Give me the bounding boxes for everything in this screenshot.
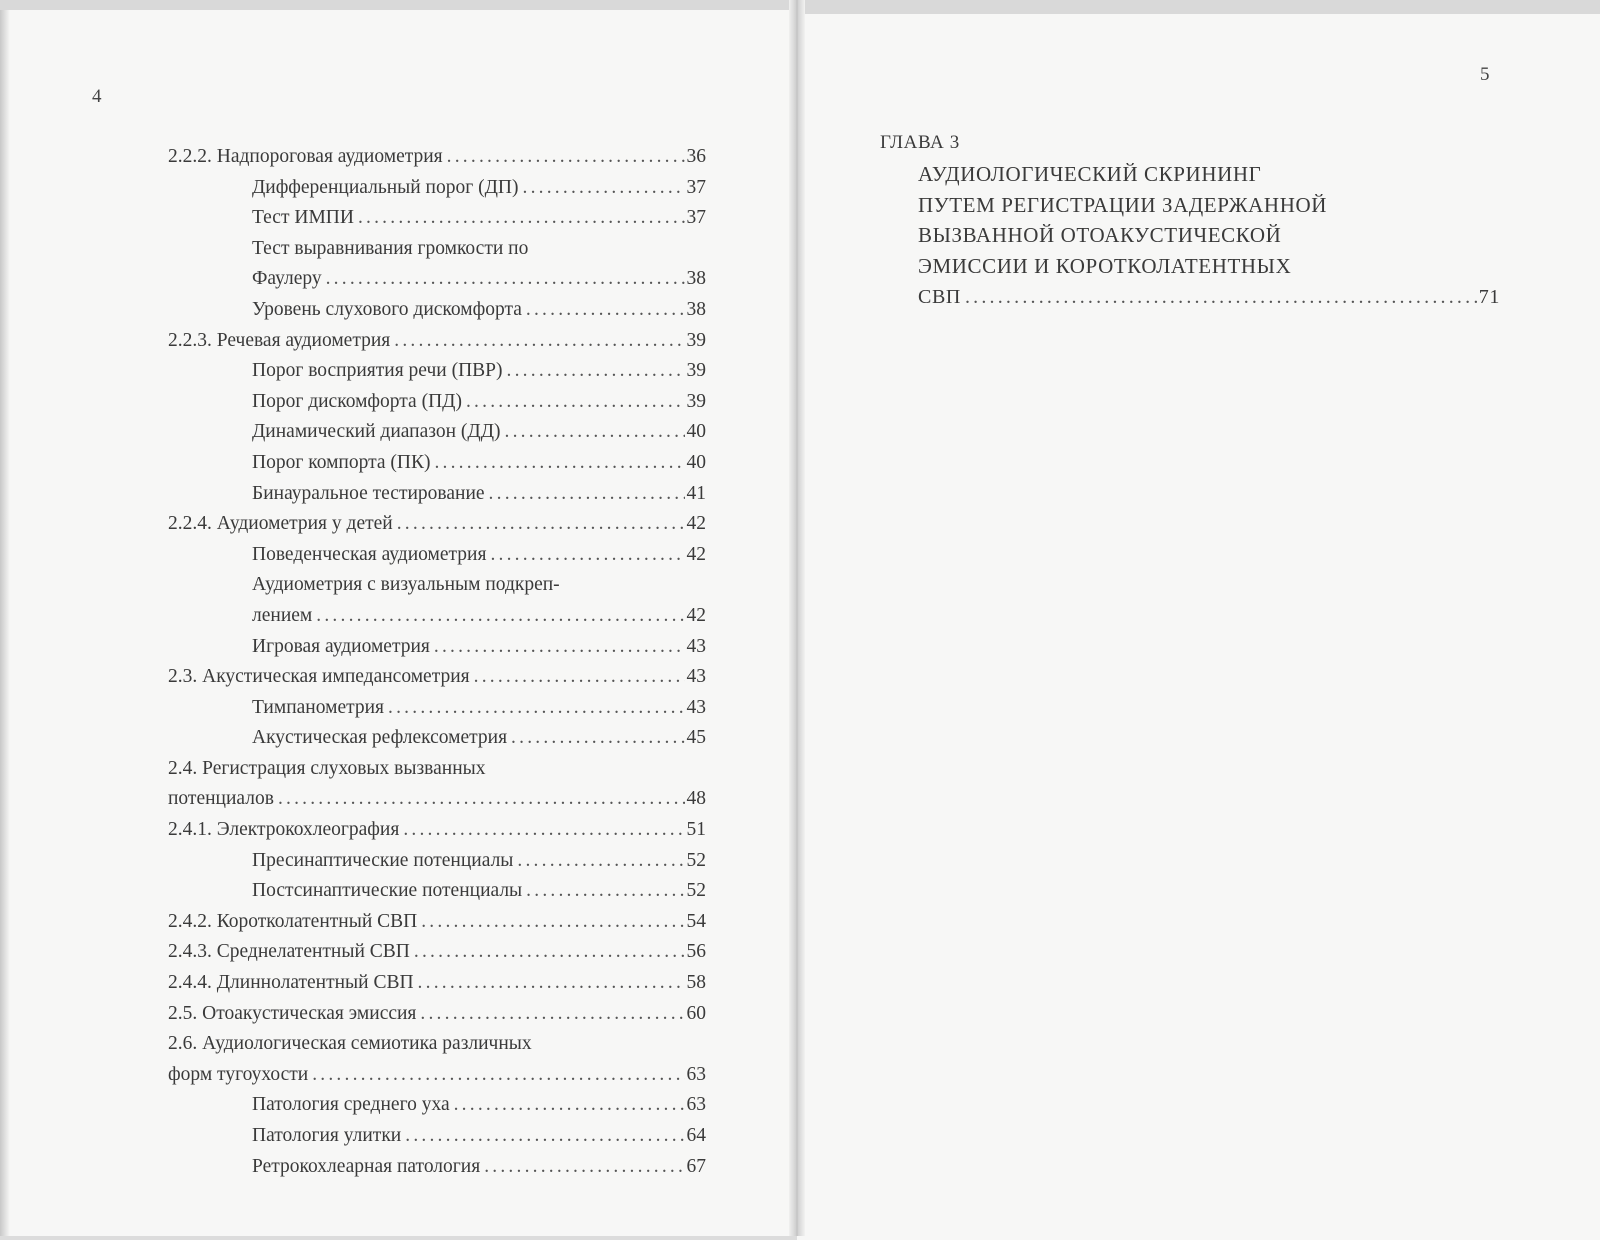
toc-page-ref: 41 (686, 482, 706, 504)
toc-entry-title: Ретрокохлеарная патология (252, 1155, 481, 1177)
leader-dots (490, 540, 684, 571)
leader-dots (447, 142, 685, 173)
toc-entry-title: лением (252, 604, 313, 626)
leader-dots (326, 264, 685, 295)
toc-entry[interactable] (168, 417, 706, 448)
leader-dots (278, 784, 685, 815)
leader-dots (358, 203, 685, 234)
toc-entry[interactable] (168, 264, 706, 295)
toc-entry[interactable] (168, 846, 706, 877)
toc-entry-title-line: 2.6. Аудиологическая семиотика различных (168, 1033, 532, 1055)
chapter-title-line: ЭМИССИИ И КОРОТКОЛАТЕНТНЫХ (918, 254, 1292, 279)
leader-dots (420, 999, 684, 1030)
toc-entry-title: 2.2.2. Надпороговая аудиометрия (168, 146, 443, 167)
leader-dots (403, 815, 684, 846)
chapter-page-ref: 71 (1478, 285, 1500, 308)
toc-entry[interactable] (168, 1090, 706, 1121)
toc-entry-title: 2.4.2. Коротколатентный СВП (168, 910, 418, 932)
toc-page-ref: 52 (686, 849, 706, 871)
toc-page-ref: 42 (686, 513, 706, 535)
toc-entry-title: Порог восприятия речи (ПВР) (252, 360, 503, 382)
toc-page-ref: 37 (686, 176, 706, 198)
leader-dots (421, 907, 684, 938)
toc-entry[interactable] (168, 662, 706, 693)
leader-dots (526, 295, 685, 326)
leader-dots (505, 417, 685, 448)
toc-entry[interactable] (168, 540, 706, 571)
toc-entry[interactable] (168, 968, 706, 999)
book-gutter (789, 0, 805, 1236)
chapter-title-line: АУДИОЛОГИЧЕСКИЙ СКРИНИНГ (918, 161, 1262, 186)
toc-page-ref: 42 (686, 543, 706, 565)
toc-page-ref: 54 (686, 910, 706, 932)
leader-dots (394, 326, 684, 357)
leader-dots (484, 1152, 684, 1183)
toc-page-ref: 67 (686, 1155, 706, 1177)
toc-entry[interactable] (168, 1152, 706, 1183)
leader-dots (489, 479, 685, 510)
toc-entry-title: Пресинаптические потенциалы (252, 849, 514, 871)
toc-entry[interactable] (168, 173, 706, 204)
leader-dots (388, 693, 684, 724)
toc-entry-title: 2.4.3. Среднелатентный СВП (168, 941, 410, 963)
toc-page-ref: 63 (686, 1063, 706, 1085)
toc-entry-title: Поведенческая аудиометрия (252, 543, 487, 565)
toc-entry[interactable] (168, 356, 706, 387)
toc-entry[interactable] (168, 723, 706, 754)
toc-entry-title: Фаулеру (252, 268, 322, 290)
toc-entry-title: 2.3. Акустическая импедансометрия (168, 666, 470, 688)
toc-entry-title: Порог компорта (ПК) (252, 451, 431, 473)
toc-page-ref: 39 (686, 329, 706, 351)
toc-page-ref: 38 (686, 268, 706, 290)
toc-entry-title: Патология среднего уха (252, 1094, 450, 1116)
toc-page-ref: 40 (686, 421, 706, 443)
toc-entry[interactable] (168, 815, 706, 846)
toc-entry[interactable] (168, 1060, 706, 1091)
leader-dots (316, 601, 684, 632)
chapter-title-line: ВЫЗВАННОЙ ОТОАКУСТИЧЕСКОЙ (918, 223, 1282, 248)
toc-entry[interactable] (168, 387, 706, 418)
toc-page-ref: 40 (686, 451, 706, 473)
toc-entry[interactable] (168, 907, 706, 938)
leader-dots (405, 1121, 684, 1152)
toc-entry-title: 2.4.1. Электрокохлеография (168, 819, 400, 841)
toc-page-ref: 60 (686, 1002, 706, 1024)
leader-dots (418, 968, 685, 999)
leader-dots (434, 632, 685, 663)
toc-entry-title: 2.2.4. Аудиометрия у детей (168, 513, 393, 535)
toc-page-ref: 58 (686, 972, 706, 994)
chapter-title-line: ПУТЕМ РЕГИСТРАЦИИ ЗАДЕРЖАННОЙ (918, 192, 1327, 217)
toc-page-ref: 48 (686, 788, 706, 810)
leader-dots (466, 387, 685, 418)
toc-entry-title: 2.4.4. Длиннолатентный СВП (168, 972, 414, 994)
leader-dots (454, 1090, 685, 1121)
toc-entry-title: Игровая аудиометрия (252, 635, 430, 657)
toc-entry-title: Уровень слухового дискомфорта (252, 298, 522, 320)
leader-dots (474, 662, 685, 693)
right-page-number: 5 (1480, 64, 1490, 85)
leader-dots (511, 723, 684, 754)
toc-entry-title-line: Аудиометрия с визуальным подкреп- (252, 574, 560, 596)
toc-entry[interactable] (168, 295, 706, 326)
toc-entry-title: Тимпанометрия (252, 696, 385, 718)
toc-entry-title: Бинауральное тестирование (252, 482, 485, 504)
toc-page-ref: 43 (686, 666, 706, 688)
toc-entry-title: Постсинаптические потенциалы (252, 880, 523, 902)
left-page-number: 4 (92, 86, 102, 107)
chapter-label: ГЛАВА 3 (880, 132, 960, 153)
leader-dots (434, 448, 684, 479)
toc-page-ref: 45 (686, 727, 706, 749)
toc-entry-title: Дифференциальный порог (ДП) (252, 176, 519, 198)
leader-dots (523, 173, 685, 204)
toc-entry[interactable] (168, 326, 706, 357)
leader-dots (965, 282, 1477, 313)
toc-entry-title: Динамический диапазон (ДД) (252, 421, 501, 443)
toc-entry[interactable] (168, 876, 706, 907)
toc-entry-title: 2.5. Отоакустическая эмиссия (168, 1002, 417, 1024)
chapter-toc-entry[interactable] (880, 282, 1500, 313)
left-page-edge (0, 10, 10, 1236)
toc-page-ref: 43 (686, 696, 706, 718)
leader-dots (526, 876, 684, 907)
toc-entry-title-line: 2.4. Регистрация слуховых вызванных (168, 757, 486, 779)
toc-entry[interactable] (168, 509, 706, 540)
leader-dots (507, 356, 685, 387)
toc-page-ref: 51 (686, 819, 706, 841)
toc-page-ref: 39 (686, 390, 706, 412)
toc-entry-title-line: Тест выравнивания громкости по (252, 237, 529, 259)
toc-entry[interactable] (168, 203, 706, 234)
toc-entry[interactable] (168, 999, 706, 1030)
chapter-heading (880, 128, 1500, 313)
toc-entry-title: Тест ИМПИ (252, 207, 354, 229)
toc-page-ref: 52 (686, 880, 706, 902)
toc-page-ref: 36 (686, 146, 706, 167)
toc-page-ref: 42 (686, 604, 706, 626)
toc-entry-title: форм тугоухости (168, 1063, 309, 1085)
toc-page-ref: 64 (686, 1125, 706, 1146)
toc-entry[interactable] (168, 142, 706, 173)
toc-entry-title: 2.2.3. Речевая аудиометрия (168, 329, 391, 351)
toc-entry-title: Порог дискомфорта (ПД) (252, 390, 462, 412)
toc-entry-title: Патология улитки (252, 1125, 402, 1146)
toc-page-ref: 38 (686, 298, 706, 320)
toc-entry-title: Акустическая рефлексометрия (252, 727, 508, 749)
toc-entry[interactable] (168, 1121, 706, 1152)
toc-page-ref: 37 (686, 207, 706, 229)
chapter-title-last-line: СВП (918, 285, 961, 308)
leader-dots (397, 509, 685, 540)
toc-entry[interactable] (168, 601, 706, 632)
toc-page-ref: 63 (686, 1094, 706, 1116)
toc-entry[interactable] (168, 693, 706, 724)
leader-dots (312, 1060, 684, 1091)
toc-entry[interactable] (168, 448, 706, 479)
toc-entry[interactable] (168, 784, 706, 815)
leader-dots (517, 846, 684, 877)
toc-entry-title: потенциалов (168, 788, 274, 810)
leader-dots (414, 937, 685, 968)
toc-page-ref: 39 (686, 360, 706, 382)
toc-entry[interactable] (168, 937, 706, 968)
toc-entry[interactable] (168, 479, 706, 510)
toc-page-ref: 43 (686, 635, 706, 657)
table-of-contents (168, 142, 706, 1182)
toc-page-ref: 56 (686, 941, 706, 963)
toc-entry[interactable] (168, 632, 706, 663)
